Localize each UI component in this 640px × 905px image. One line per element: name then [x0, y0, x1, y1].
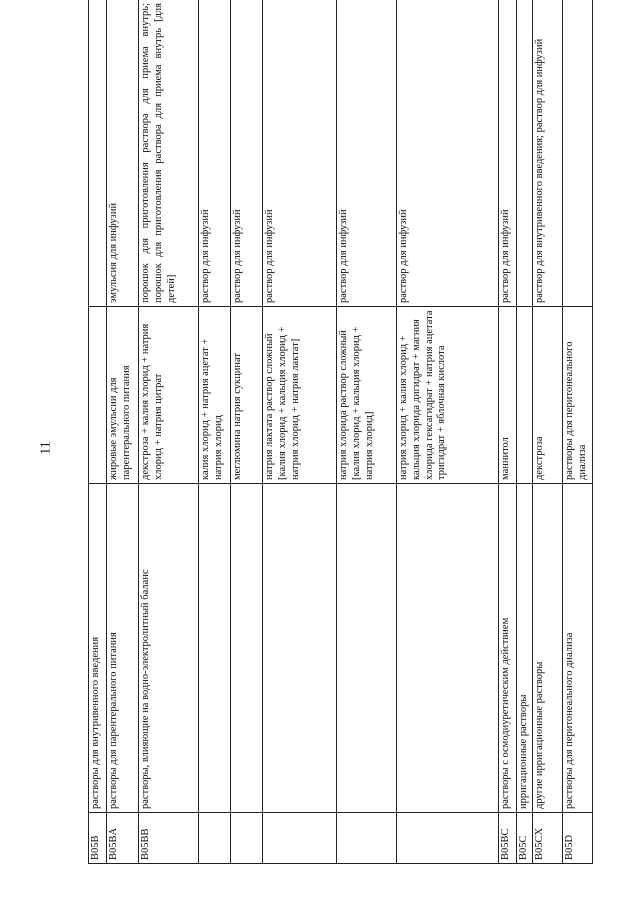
- group-cell: [199, 484, 231, 813]
- drug-name-cell: калия хлорид + натрия ацетат + натрия хлорид: [199, 307, 231, 484]
- drug-name-cell: жировые эмульсии для парентерального питания: [107, 307, 139, 484]
- dosage-form-cell: раствор для инфузий: [397, 0, 499, 307]
- page-number: 11: [38, 441, 54, 455]
- dosage-form-cell: раствор для инфузий: [263, 0, 337, 307]
- table-row: [533, 0, 563, 864]
- table-row: [517, 0, 533, 864]
- atc-code-cell: [337, 813, 397, 864]
- table-row: [563, 0, 593, 864]
- dosage-form-cell: раствор для инфузий: [199, 0, 231, 307]
- drug-name-cell: растворы для перитонеального диализа: [563, 307, 593, 484]
- drug-name-cell: меглюмина натрия сукцинат: [231, 307, 263, 484]
- atc-code-cell: B05BA: [107, 813, 139, 864]
- atc-code-cell: [397, 813, 499, 864]
- drug-name-cell: маннитол: [499, 307, 517, 484]
- dosage-form-cell: [89, 0, 107, 307]
- atc-code-cell: [199, 813, 231, 864]
- drug-name-cell: [89, 307, 107, 484]
- drug-table: [88, 0, 593, 864]
- dosage-form-cell: эмульсия для инфузий: [107, 0, 139, 307]
- drug-name-cell: [517, 307, 533, 484]
- group-cell: [337, 484, 397, 813]
- group-cell: растворы с осмодиуретическим действием: [499, 484, 517, 813]
- atc-code-cell: B05B: [89, 813, 107, 864]
- group-cell: [263, 484, 337, 813]
- dosage-form-cell: [517, 0, 533, 307]
- table-row: [337, 0, 397, 864]
- dosage-form-cell: [563, 0, 593, 307]
- group-cell: другие ирригационные растворы: [533, 484, 563, 813]
- group-cell: [397, 484, 499, 813]
- table-row: [199, 0, 231, 864]
- group-cell: растворы, влияющие на водно-электролитный баланс: [139, 484, 199, 813]
- table-row: [139, 0, 199, 864]
- dosage-form-cell: раствор для внутривенного введения; раствор для инфузий: [533, 0, 563, 307]
- drug-name-cell: декстроза: [533, 307, 563, 484]
- atc-code-cell: [231, 813, 263, 864]
- atc-code-cell: B05C: [517, 813, 533, 864]
- dosage-form-cell: раствор для инфузий: [337, 0, 397, 307]
- group-cell: растворы для внутривенного введения: [89, 484, 107, 813]
- drug-name-cell: натрия лактата раствор сложный [калия хлорид + кальция хлорид + натрия хлорид + натрия лактат]: [263, 307, 337, 484]
- table-row: [89, 0, 107, 864]
- atc-code-cell: B05BB: [139, 813, 199, 864]
- drug-name-cell: натрия хлорида раствор сложный [калия хлорид + кальция хлорид + натрия хлорид]: [337, 307, 397, 484]
- dosage-form-cell: раствор для инфузий: [499, 0, 517, 307]
- group-cell: растворы для перитонеального диализа: [563, 484, 593, 813]
- group-cell: растворы для парентерального питания: [107, 484, 139, 813]
- table-row: [231, 0, 263, 864]
- drug-name-cell: декстроза + калия хлорид + натрия хлорид + натрия цитрат: [139, 307, 199, 484]
- drug-name-cell: натрия хлорид + калия хлорид + кальция хлорида дигидрат + магния хлорида гексагидрат + натрия ацетата тригидрат + яблочная кислота: [397, 307, 499, 484]
- group-cell: ирригационные растворы: [517, 484, 533, 813]
- rotated-table-wrapper: [88, 3, 588, 864]
- table-row: [499, 0, 517, 864]
- group-cell: [231, 484, 263, 813]
- table-row: [397, 0, 499, 864]
- atc-code-cell: [263, 813, 337, 864]
- dosage-form-cell: порошок для приготовления раствора для приема внутрь; порошок для приготовления раствора для приема внутрь [для детей]: [139, 0, 199, 307]
- table-row: [263, 0, 337, 864]
- dosage-form-cell: раствор для инфузий: [231, 0, 263, 307]
- atc-code-cell: B05D: [563, 813, 593, 864]
- table-row: [107, 0, 139, 864]
- atc-code-cell: B05CX: [533, 813, 563, 864]
- atc-code-cell: B05BC: [499, 813, 517, 864]
